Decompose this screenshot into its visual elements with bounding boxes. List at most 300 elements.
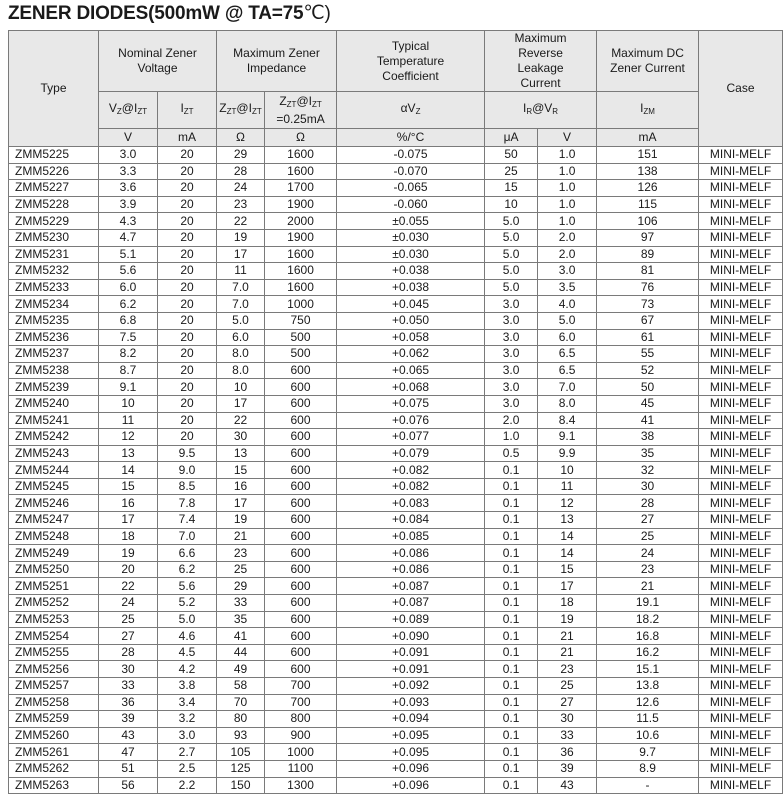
part-number-cell: ZMM5250: [9, 561, 99, 578]
table-cell: 18: [538, 595, 597, 612]
table-cell: MINI-MELF: [699, 462, 783, 479]
unit-cell: mA: [158, 129, 217, 147]
table-cell: +0.087: [337, 578, 485, 595]
table-cell: 900: [265, 727, 337, 744]
table-cell: 3.9: [99, 196, 158, 213]
table-cell: 14: [538, 545, 597, 562]
table-cell: 50: [485, 147, 538, 164]
part-number-cell: ZMM5260: [9, 727, 99, 744]
subheader-avz: $\alpha V_Z$: [337, 92, 485, 129]
table-cell: 19: [217, 229, 265, 246]
table-cell: MINI-MELF: [699, 744, 783, 761]
table-cell: 89: [597, 246, 699, 263]
part-number-cell: ZMM5261: [9, 744, 99, 761]
table-row: [9, 412, 783, 429]
table-cell: 600: [265, 561, 337, 578]
table-cell: 19: [99, 545, 158, 562]
table-cell: 5.1: [99, 246, 158, 263]
table-row: [9, 744, 783, 761]
table-cell: 4.3: [99, 213, 158, 230]
table-cell: +0.062: [337, 346, 485, 363]
table-cell: MINI-MELF: [699, 196, 783, 213]
table-cell: 3.6: [99, 180, 158, 197]
unit-cell: mA: [597, 129, 699, 147]
table-row: [9, 346, 783, 363]
table-cell: +0.086: [337, 545, 485, 562]
table-cell: 22: [217, 213, 265, 230]
table-cell: 750: [265, 312, 337, 329]
table-row: [9, 561, 783, 578]
table-cell: MINI-MELF: [699, 478, 783, 495]
table-cell: 3.3: [99, 163, 158, 180]
table-cell: 7.8: [158, 495, 217, 512]
table-cell: 2.0: [538, 229, 597, 246]
table-cell: 10.6: [597, 727, 699, 744]
unit-cell: %/°C: [337, 129, 485, 147]
header-dc-current: Maximum DC Zener Current: [597, 31, 699, 92]
table-cell: 3.0: [485, 346, 538, 363]
table-cell: MINI-MELF: [699, 329, 783, 346]
table-cell: 20: [158, 429, 217, 446]
table-cell: 33: [99, 678, 158, 695]
table-cell: 47: [99, 744, 158, 761]
table-cell: +0.087: [337, 595, 485, 612]
table-row: [9, 279, 783, 296]
table-cell: 10: [485, 196, 538, 213]
table-cell: MINI-MELF: [699, 545, 783, 562]
unit-cell: Ω: [265, 129, 337, 147]
table-cell: 76: [597, 279, 699, 296]
table-row: [9, 478, 783, 495]
table-cell: 11: [538, 478, 597, 495]
part-number-cell: ZMM5252: [9, 595, 99, 612]
table-cell: 6.0: [217, 329, 265, 346]
table-cell: +0.065: [337, 362, 485, 379]
table-cell: 15.1: [597, 661, 699, 678]
table-cell: 16.8: [597, 628, 699, 645]
table-cell: 1900: [265, 229, 337, 246]
table-row: [9, 495, 783, 512]
part-number-cell: ZMM5256: [9, 661, 99, 678]
table-cell: 19: [538, 611, 597, 628]
table-cell: MINI-MELF: [699, 213, 783, 230]
table-cell: 21: [597, 578, 699, 595]
part-number-cell: ZMM5263: [9, 777, 99, 794]
table-cell: 8.7: [99, 362, 158, 379]
table-cell: 27: [538, 694, 597, 711]
table-cell: 35: [217, 611, 265, 628]
part-number-cell: ZMM5258: [9, 694, 99, 711]
table-cell: 12.6: [597, 694, 699, 711]
table-cell: MINI-MELF: [699, 429, 783, 446]
table-cell: 3.2: [158, 711, 217, 728]
table-cell: 17: [217, 395, 265, 412]
table-cell: 0.1: [485, 528, 538, 545]
table-cell: 15: [485, 180, 538, 197]
table-row: [9, 727, 783, 744]
table-cell: 700: [265, 694, 337, 711]
table-cell: MINI-MELF: [699, 395, 783, 412]
table-cell: +0.095: [337, 727, 485, 744]
table-cell: 97: [597, 229, 699, 246]
table-cell: 11: [99, 412, 158, 429]
table-cell: +0.050: [337, 312, 485, 329]
table-row: [9, 777, 783, 794]
part-number-cell: ZMM5239: [9, 379, 99, 396]
table-cell: 11.5: [597, 711, 699, 728]
zener-diodes-table: [8, 30, 783, 794]
table-cell: 10: [217, 379, 265, 396]
table-cell: 9.1: [538, 429, 597, 446]
header-type: Type: [9, 31, 99, 147]
table-cell: 43: [99, 727, 158, 744]
table-cell: 23: [217, 545, 265, 562]
table-cell: 0.1: [485, 628, 538, 645]
table-cell: 20: [158, 296, 217, 313]
table-cell: 600: [265, 611, 337, 628]
table-cell: 25: [538, 678, 597, 695]
table-cell: 5.0: [485, 263, 538, 280]
part-number-cell: ZMM5241: [9, 412, 99, 429]
table-row: [9, 362, 783, 379]
table-cell: 600: [265, 462, 337, 479]
table-cell: 20: [158, 263, 217, 280]
table-cell: 5.6: [158, 578, 217, 595]
table-cell: 28: [217, 163, 265, 180]
table-cell: -0.065: [337, 180, 485, 197]
table-cell: +0.096: [337, 760, 485, 777]
table-cell: 1.0: [538, 147, 597, 164]
table-cell: +0.077: [337, 429, 485, 446]
table-cell: 81: [597, 263, 699, 280]
table-row: [9, 213, 783, 230]
table-cell: 600: [265, 595, 337, 612]
table-cell: 6.0: [99, 279, 158, 296]
table-cell: 3.0: [485, 362, 538, 379]
part-number-cell: ZMM5259: [9, 711, 99, 728]
table-cell: MINI-MELF: [699, 279, 783, 296]
table-cell: 9.1: [99, 379, 158, 396]
table-cell: 1.0: [485, 429, 538, 446]
table-cell: 600: [265, 412, 337, 429]
table-cell: 0.1: [485, 678, 538, 695]
table-cell: 35: [597, 445, 699, 462]
table-row: [9, 180, 783, 197]
table-cell: MINI-MELF: [699, 163, 783, 180]
table-cell: 15: [99, 478, 158, 495]
part-number-cell: ZMM5257: [9, 678, 99, 695]
table-cell: 18: [99, 528, 158, 545]
table-cell: 33: [217, 595, 265, 612]
table-cell: 9.0: [158, 462, 217, 479]
table-cell: 27: [99, 628, 158, 645]
table-cell: 9.7: [597, 744, 699, 761]
table-cell: 7.0: [217, 296, 265, 313]
table-cell: 1.0: [538, 163, 597, 180]
table-cell: 0.1: [485, 744, 538, 761]
table-cell: 21: [538, 644, 597, 661]
table-cell: 1.0: [538, 196, 597, 213]
table-cell: 105: [217, 744, 265, 761]
table-cell: MINI-MELF: [699, 379, 783, 396]
table-cell: 33: [538, 727, 597, 744]
part-number-cell: ZMM5255: [9, 644, 99, 661]
table-cell: +0.075: [337, 395, 485, 412]
table-cell: 13: [99, 445, 158, 462]
table-cell: 1700: [265, 180, 337, 197]
unit-cell: μA: [485, 129, 538, 147]
table-cell: 16: [99, 495, 158, 512]
table-row: [9, 644, 783, 661]
table-cell: 50: [597, 379, 699, 396]
table-cell: 30: [217, 429, 265, 446]
table-cell: 1.0: [538, 180, 597, 197]
table-cell: 70: [217, 694, 265, 711]
table-cell: 14: [538, 528, 597, 545]
table-cell: 6.2: [99, 296, 158, 313]
table-cell: 1600: [265, 246, 337, 263]
table-cell: 0.1: [485, 760, 538, 777]
table-cell: 25: [217, 561, 265, 578]
table-cell: 36: [538, 744, 597, 761]
table-row: [9, 661, 783, 678]
table-cell: 2.7: [158, 744, 217, 761]
table-cell: 80: [217, 711, 265, 728]
table-cell: 67: [597, 312, 699, 329]
table-cell: 44: [217, 644, 265, 661]
table-cell: 20: [158, 312, 217, 329]
table-cell: 15: [538, 561, 597, 578]
table-cell: 2.2: [158, 777, 217, 794]
table-cell: 24: [99, 595, 158, 612]
table-cell: 600: [265, 495, 337, 512]
table-cell: MINI-MELF: [699, 346, 783, 363]
part-number-cell: ZMM5248: [9, 528, 99, 545]
table-cell: 5.0: [538, 312, 597, 329]
table-row: [9, 429, 783, 446]
table-cell: 0.1: [485, 462, 538, 479]
table-cell: MINI-MELF: [699, 694, 783, 711]
table-cell: 0.1: [485, 545, 538, 562]
table-cell: MINI-MELF: [699, 495, 783, 512]
table-cell: 17: [538, 578, 597, 595]
table-cell: MINI-MELF: [699, 528, 783, 545]
table-row: [9, 694, 783, 711]
table-cell: MINI-MELF: [699, 312, 783, 329]
table-cell: 49: [217, 661, 265, 678]
table-cell: 4.7: [99, 229, 158, 246]
table-row: [9, 462, 783, 479]
part-number-cell: ZMM5251: [9, 578, 99, 595]
table-cell: 2.5: [158, 760, 217, 777]
table-cell: 7.0: [217, 279, 265, 296]
part-number-cell: ZMM5262: [9, 760, 99, 777]
unit-cell: V: [538, 129, 597, 147]
table-cell: 0.1: [485, 561, 538, 578]
table-cell: 21: [538, 628, 597, 645]
table-cell: -: [597, 777, 699, 794]
part-number-cell: ZMM5253: [9, 611, 99, 628]
table-cell: MINI-MELF: [699, 678, 783, 695]
table-cell: 3.5: [538, 279, 597, 296]
table-cell: 1600: [265, 163, 337, 180]
table-cell: MINI-MELF: [699, 412, 783, 429]
table-cell: 58: [217, 678, 265, 695]
table-cell: 61: [597, 329, 699, 346]
part-number-cell: ZMM5238: [9, 362, 99, 379]
table-cell: 23: [538, 661, 597, 678]
table-cell: 20: [158, 412, 217, 429]
table-cell: 5.0: [485, 246, 538, 263]
table-cell: 56: [99, 777, 158, 794]
part-number-cell: ZMM5236: [9, 329, 99, 346]
header-nominal-voltage: Nominal Zener Voltage: [99, 31, 217, 92]
table-body: [9, 147, 783, 794]
subheader-ir: $I_R@V_R$: [485, 92, 597, 129]
part-number-cell: ZMM5244: [9, 462, 99, 479]
table-row: [9, 445, 783, 462]
table-cell: +0.079: [337, 445, 485, 462]
table-cell: 20: [158, 246, 217, 263]
table-cell: 25: [597, 528, 699, 545]
table-cell: +0.090: [337, 628, 485, 645]
table-cell: 36: [99, 694, 158, 711]
table-row: [9, 296, 783, 313]
table-cell: 500: [265, 346, 337, 363]
table-cell: 600: [265, 512, 337, 529]
page-title: ZENER DIODES(500mW @ TA=75℃): [8, 3, 331, 24]
table-cell: 17: [217, 246, 265, 263]
table-cell: 0.1: [485, 512, 538, 529]
part-number-cell: ZMM5228: [9, 196, 99, 213]
table-cell: MINI-MELF: [699, 578, 783, 595]
part-number-cell: ZMM5246: [9, 495, 99, 512]
table-cell: 15: [217, 462, 265, 479]
header-zener-impedance: Maximum Zener Impedance: [217, 31, 337, 92]
table-cell: 32: [597, 462, 699, 479]
table-cell: MINI-MELF: [699, 246, 783, 263]
table-cell: 23: [597, 561, 699, 578]
part-number-cell: ZMM5229: [9, 213, 99, 230]
table-cell: 600: [265, 395, 337, 412]
table-cell: 0.1: [485, 495, 538, 512]
table-cell: 800: [265, 711, 337, 728]
table-cell: +0.089: [337, 611, 485, 628]
table-cell: +0.091: [337, 661, 485, 678]
table-cell: -0.070: [337, 163, 485, 180]
table-row: [9, 595, 783, 612]
table-cell: 0.1: [485, 727, 538, 744]
table-cell: 3.0: [158, 727, 217, 744]
table-row: [9, 395, 783, 412]
table-cell: 3.8: [158, 678, 217, 695]
table-cell: 6.5: [538, 362, 597, 379]
table-cell: 2.0: [485, 412, 538, 429]
table-cell: 700: [265, 678, 337, 695]
table-cell: 5.6: [99, 263, 158, 280]
table-cell: 5.0: [485, 229, 538, 246]
table-cell: 7.0: [158, 528, 217, 545]
table-cell: 11: [217, 263, 265, 280]
table-cell: ±0.030: [337, 229, 485, 246]
table-cell: 126: [597, 180, 699, 197]
table-cell: MINI-MELF: [699, 561, 783, 578]
part-number-cell: ZMM5226: [9, 163, 99, 180]
table-cell: 19.1: [597, 595, 699, 612]
table-cell: 12: [99, 429, 158, 446]
part-number-cell: ZMM5235: [9, 312, 99, 329]
table-row: [9, 329, 783, 346]
table-cell: 106: [597, 213, 699, 230]
table-cell: 0.1: [485, 611, 538, 628]
table-cell: 600: [265, 379, 337, 396]
table-cell: +0.085: [337, 528, 485, 545]
table-cell: MINI-MELF: [699, 628, 783, 645]
table-cell: -0.075: [337, 147, 485, 164]
table-row: [9, 379, 783, 396]
table-cell: 1300: [265, 777, 337, 794]
table-cell: 6.5: [538, 346, 597, 363]
table-cell: 0.1: [485, 478, 538, 495]
table-cell: 30: [597, 478, 699, 495]
table-cell: 9.9: [538, 445, 597, 462]
table-cell: 43: [538, 777, 597, 794]
table-cell: 29: [217, 147, 265, 164]
table-row: [9, 163, 783, 180]
table-cell: MINI-MELF: [699, 147, 783, 164]
table-cell: 3.0: [99, 147, 158, 164]
table-cell: 151: [597, 147, 699, 164]
table-cell: 5.0: [485, 213, 538, 230]
table-row: [9, 196, 783, 213]
table-row: [9, 246, 783, 263]
table-cell: 25: [99, 611, 158, 628]
table-cell: 4.5: [158, 644, 217, 661]
table-cell: 20: [158, 147, 217, 164]
table-cell: 5.0: [158, 611, 217, 628]
table-row: [9, 678, 783, 695]
table-cell: 600: [265, 578, 337, 595]
table-cell: 19: [217, 512, 265, 529]
table-cell: 28: [597, 495, 699, 512]
table-cell: 41: [217, 628, 265, 645]
table-cell: 38: [597, 429, 699, 446]
table-row: [9, 512, 783, 529]
table-cell: MINI-MELF: [699, 263, 783, 280]
table-cell: 22: [217, 412, 265, 429]
table-cell: 3.0: [485, 296, 538, 313]
part-number-cell: ZMM5232: [9, 263, 99, 280]
table-cell: MINI-MELF: [699, 760, 783, 777]
table-cell: +0.095: [337, 744, 485, 761]
table-cell: 125: [217, 760, 265, 777]
table-cell: 20: [158, 346, 217, 363]
table-cell: +0.038: [337, 279, 485, 296]
table-cell: 17: [99, 512, 158, 529]
table-cell: 22: [99, 578, 158, 595]
table-cell: MINI-MELF: [699, 445, 783, 462]
table-row: [9, 760, 783, 777]
table-cell: 0.1: [485, 644, 538, 661]
table-cell: 2000: [265, 213, 337, 230]
table-cell: 20: [158, 379, 217, 396]
table-cell: 21: [217, 528, 265, 545]
table-cell: 4.6: [158, 628, 217, 645]
table-cell: 8.0: [217, 362, 265, 379]
table-cell: 8.0: [538, 395, 597, 412]
part-number-cell: ZMM5234: [9, 296, 99, 313]
table-cell: 1000: [265, 744, 337, 761]
